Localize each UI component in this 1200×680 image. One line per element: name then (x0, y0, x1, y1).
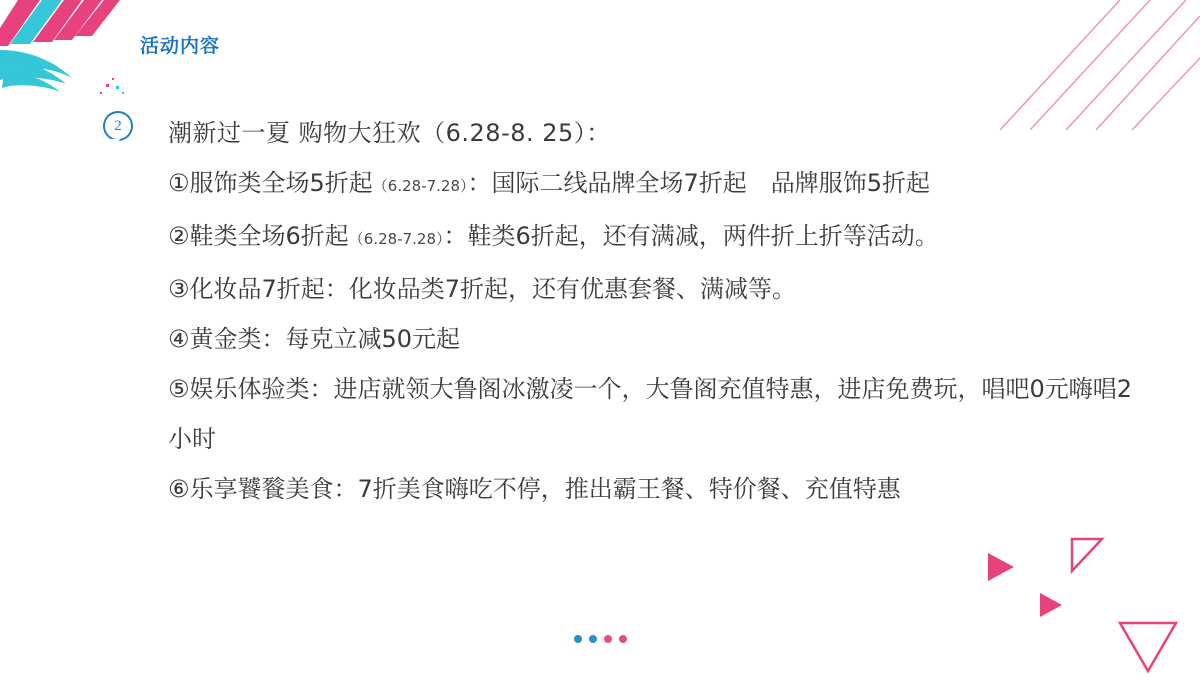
content-line-2 (168, 211, 1138, 264)
step-badge-number: 2 (103, 111, 133, 141)
step-badge-tail (108, 139, 120, 150)
content-line-5 (168, 364, 1138, 464)
pagination-dot-3[interactable] (604, 635, 612, 643)
content-line-title-text: 潮新过一夏 购物大狂欢（6.28-8. 25）： (168, 119, 611, 147)
pagination-dot-4[interactable] (619, 635, 627, 643)
content-line-3 (168, 264, 1138, 314)
triangle-decoration (980, 535, 1200, 675)
content-line-6 (168, 464, 1138, 514)
content-line-2-tail: ：鞋类6折起，还有满减，两件折上折等活动。 (443, 222, 939, 250)
content-line-1-main: ①服饰类全场5折起 (168, 169, 373, 197)
content-line-title (168, 108, 1138, 158)
content-line-1-note: （6.28-7.28） (372, 177, 468, 195)
pagination-dot-1[interactable] (574, 635, 582, 643)
content-line-3-main: ③化妆品7折起：化妆品类7折起，还有优惠套餐、满减等。 (168, 275, 797, 303)
page-title: 活动内容 (140, 36, 221, 57)
content-line-6-main: ⑥乐享饕餮美食：7折美食嗨吃不停，推出霸王餐、特价餐、充值特惠 (168, 475, 901, 503)
pagination-dots (0, 635, 1200, 643)
step-badge (100, 108, 140, 148)
pagination-dot-2[interactable] (589, 635, 597, 643)
content-line-2-main: ②鞋类全场6折起 (168, 222, 349, 250)
content-body (168, 108, 1138, 514)
content-line-4 (168, 314, 1138, 364)
content-line-4-main: ④黄金类：每克立减50元起 (168, 325, 461, 353)
corner-decoration (0, 0, 140, 110)
content-line-1-tail: ：国际二线品牌全场7折起 品牌服饰5折起 (467, 169, 931, 197)
content-line-2-note: （6.28-7.28） (348, 230, 444, 248)
content-line-5-main: ⑤娱乐体验类：进店就领大鲁阁冰激凌一个，大鲁阁充值特惠，进店免费玩，唱吧0元嗨唱2小时 (168, 375, 1133, 453)
content-line-1 (168, 158, 1138, 211)
